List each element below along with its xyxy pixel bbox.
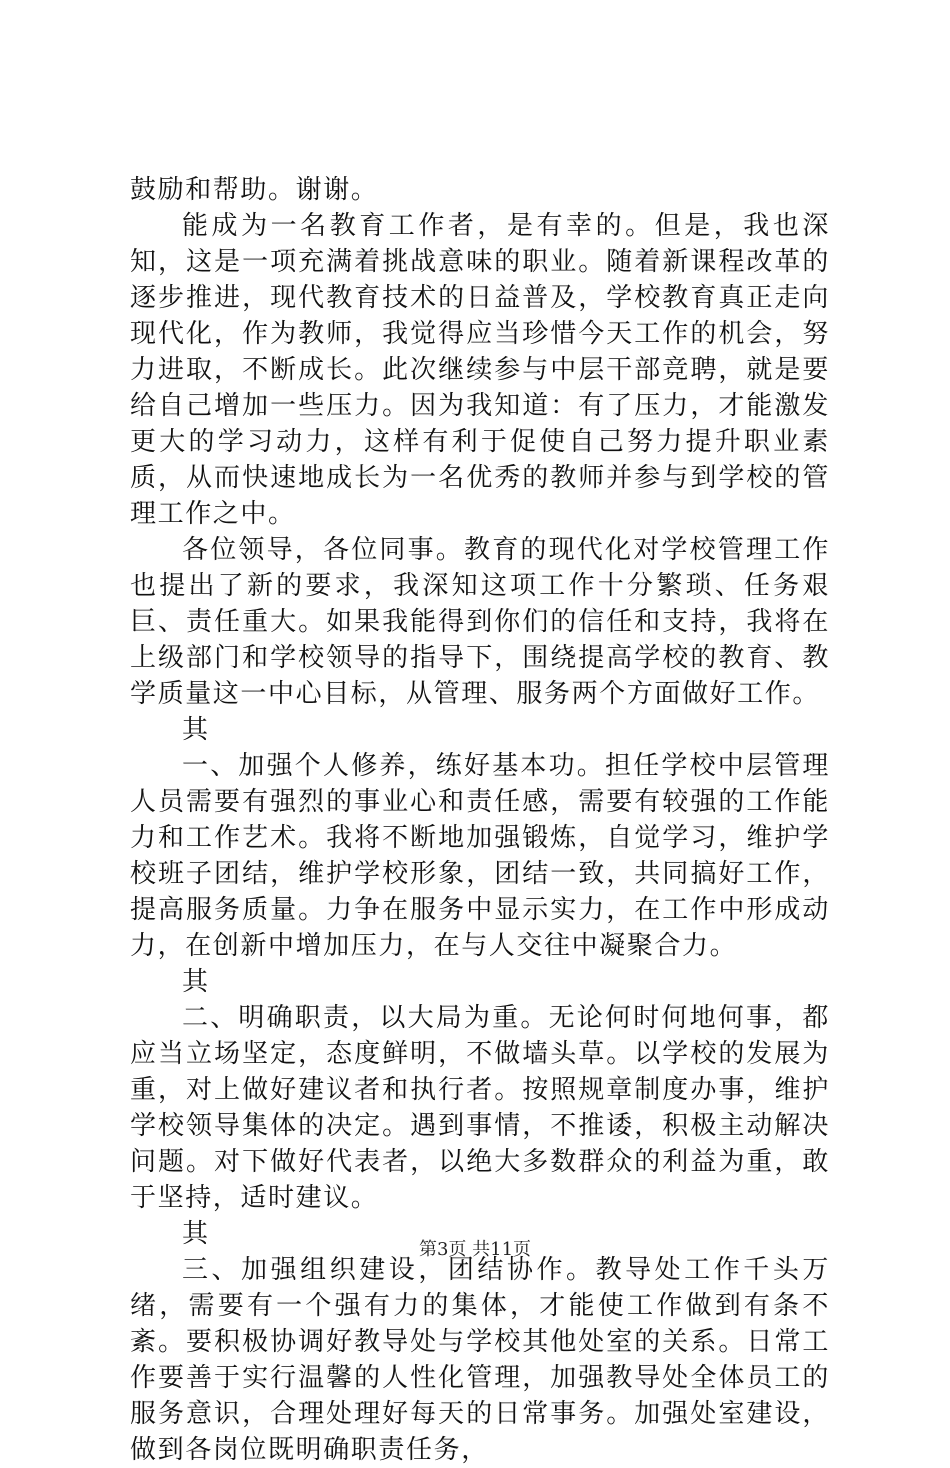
paragraph-marker-2: 其 [182,967,210,997]
paragraph-goals: 各位领导，各位同事。教育的现代化对学校管理工作也提出了新的要求，我深知这项工作十分繁琐、任务艰巨、责任重大。如果我能得到你们的信任和支持，我将在上级部门和学校领导的指导下，围绕提高学校的教育、教学质量这一中心目标，从管理、服务两个方面做好工作。 [130,535,830,709]
paragraph-closing: 鼓励和帮助。谢谢。 [130,175,379,205]
paragraph-marker-3: 其 [182,1219,210,1249]
document-body [130,172,830,1468]
page-number-footer: 第3页 共11页 [418,1239,532,1260]
paragraph-point-2: 二、明确职责，以大局为重。无论何时何地何事，都应当立场坚定，态度鲜明，不做墙头草。以学校的发展为重，对上做好建议者和执行者。按照规章制度办事，维护学校领导集体的决定。遇到事情，不推诿，积极主动解决问题。对下做好代表者，以绝大多数群众的利益为重，敢于坚持，适时建议。 [130,1003,830,1213]
paragraph-intro: 能成为一名教育工作者，是有幸的。但是，我也深知，这是一项充满着挑战意味的职业。随着新课程改革的逐步推进，现代教育技术的日益普及，学校教育真正走向现代化，作为教师，我觉得应当珍惜今天工作的机会，努力进取，不断成长。此次继续参与中层干部竞聘，就是要给自己增加一些压力。因为我知道：有了压力，才能激发更大的学习动力，这样有利于促使自己努力提升职业素质，从而快速地成长为一名优秀的教师并参与到学校的管理工作之中。 [130,211,830,529]
paragraph-point-1: 一、加强个人修养，练好基本功。担任学校中层管理人员需要有强烈的事业心和责任感，需要有较强的工作能力和工作艺术。我将不断地加强锻炼，自觉学习，维护学校班子团结，维护学校形象，团结一致，共同搞好工作，提高服务质量。力争在服务中显示实力，在工作中形成动力，在创新中增加压力，在与人交往中凝聚合力。 [130,751,830,961]
paragraph-point-3: 三、加强组织建设，团结协作。教导处工作千头万绪，需要有一个强有力的集体，才能使工作做到有条不紊。要积极协调好教导处与学校其他处室的关系。日常工作要善于实行温馨的人性化管理，加强教导处全体员工的服务意识，合理处理好每天的日常事务。加强处室建设，做到各岗位既明确职责任务， [130,1255,830,1465]
paragraph-marker-1: 其 [182,715,210,745]
